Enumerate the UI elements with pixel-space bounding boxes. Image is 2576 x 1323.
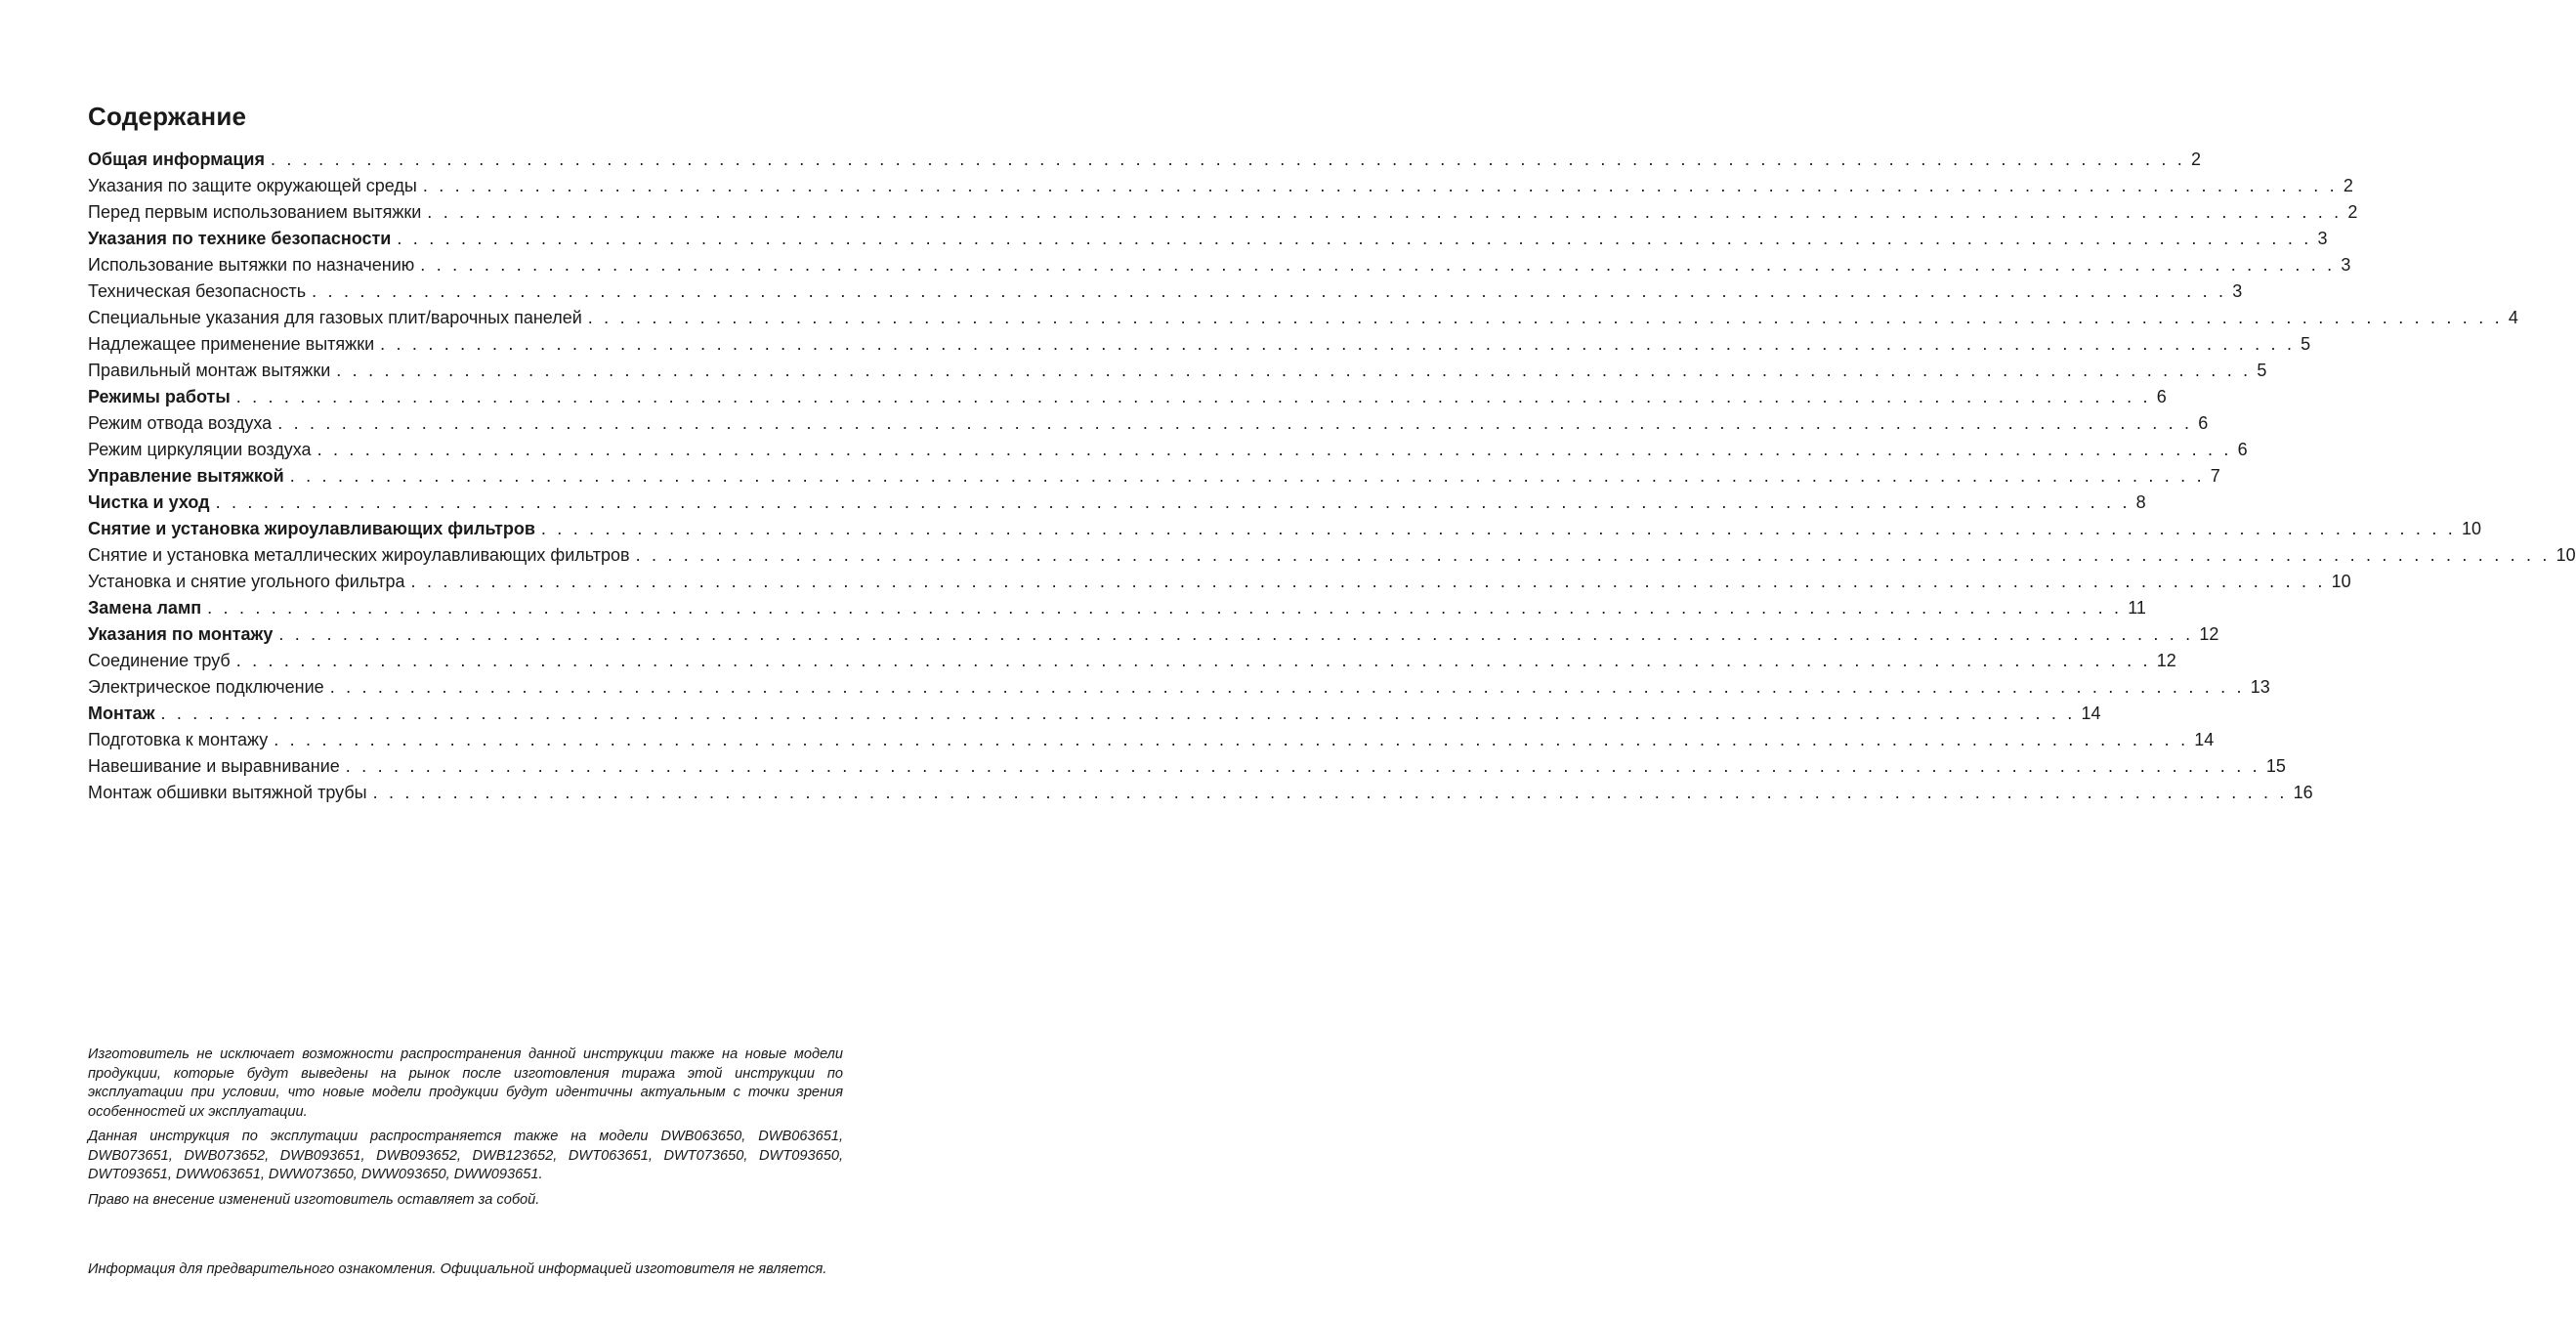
toc-leader-dots: . . . . . . . . . . . . . . . . . . . . . . . . . . . . . . . . . . . . . . . . . . . . . . . . . . . . . . . . . . . . . . . . . . . . . . . . . . . . . . . . . . . . . . . . . . . . . . . . . . . . . . . . . . . . . . . . . . . . . . . . xyxy=(380,334,2296,354)
toc-entry[interactable] xyxy=(88,780,2313,806)
toc-entry[interactable] xyxy=(88,753,2286,780)
toc-leader-dots: . . . . . . . . . . . . . . . . . . . . . . . . . . . . . . . . . . . . . . . . . . . . . . . . . . . . . . . . . . . . . . . . . . . . . . . . . . . . . . . . . . . . . . . . . . . . . . . . . . . . . . . . . . . . . . . . . . . . . . . . xyxy=(274,730,2189,749)
toc-leader-dots: . . . . . . . . . . . . . . . . . . . . . . . . . . . . . . . . . . . . . . . . . . . . . . . . . . . . . . . . . . . . . . . . . . . . . . . . . . . . . . . . . . . . . . . . . . . . . . . . . . . . . . . . . . . . . . . . . . . . . . . . xyxy=(336,361,2252,380)
toc-entry-page: 3 xyxy=(2317,229,2328,248)
toc-entry-label: Указания по защите окружающей среды xyxy=(88,176,417,195)
toc-entry-label: Надлежащее применение вытяжки xyxy=(88,334,375,354)
toc-entry-page: 7 xyxy=(2210,466,2220,486)
toc-entry-page: 8 xyxy=(2135,492,2146,512)
toc-entry-page: 5 xyxy=(2257,361,2267,380)
toc-entry-page: 13 xyxy=(2250,677,2270,697)
toc-entry-page: 14 xyxy=(2081,704,2101,723)
toc-entry-label: Соединение труб xyxy=(88,651,231,670)
table-of-contents xyxy=(88,147,2576,806)
toc-entry[interactable] xyxy=(88,701,2101,727)
toc-entry[interactable] xyxy=(88,278,2243,305)
toc-leader-dots: . . . . . . . . . . . . . . . . . . . . . . . . . . . . . . . . . . . . . . . . . . . . . . . . . . . . . . . . . . . . . . . . . . . . . . . . . . . . . . . . . . . . . . . . . . . . . . . . . . . . . . . . . . . . . . . . . . . . . . . . xyxy=(422,176,2338,195)
toc-entry-label: Использование вытяжки по назначению xyxy=(88,255,415,275)
toc-entry-page: 5 xyxy=(2301,334,2311,354)
toc-entry[interactable] xyxy=(88,727,2215,753)
toc-entry-label: Замена ламп xyxy=(88,598,202,618)
notes-section xyxy=(88,1046,843,1216)
toc-entry-page: 3 xyxy=(2341,255,2351,275)
toc-entry-label: Режим циркуляции воздуха xyxy=(88,440,312,459)
toc-entry[interactable] xyxy=(88,621,2219,648)
toc-leader-dots: . . . . . . . . . . . . . . . . . . . . . . . . . . . . . . . . . . . . . . . . . . . . . . . . . . . . . . . . . . . . . . . . . . . . . . . . . . . . . . . . . . . . . . . . . . . . . . . . . . . . . . . . . . . . . . . . . . . . . . . . xyxy=(160,704,2076,723)
toc-entry-label: Установка и снятие угольного фильтра xyxy=(88,572,405,591)
disclaimer-footer: Информация для предварительного ознакомления. Официальной информацией изготовителя не является. xyxy=(88,1261,827,1277)
toc-entry-label: Управление вытяжкой xyxy=(88,466,284,486)
toc-entry-page: 6 xyxy=(2156,387,2167,406)
toc-entry-label: Режим отвода воздуха xyxy=(88,413,273,433)
toc-entry-page: 2 xyxy=(2347,202,2358,222)
toc-entry-page: 3 xyxy=(2232,281,2243,301)
toc-entry-page: 15 xyxy=(2265,756,2286,776)
toc-leader-dots: . . . . . . . . . . . . . . . . . . . . . . . . . . . . . . . . . . . . . . . . . . . . . . . . . . . . . . . . . . . . . . . . . . . . . . . . . . . . . . . . . . . . . . . . . . . . . . . . . . . . . . . . . . . . . . . . . . . . . . . . xyxy=(540,519,2456,538)
toc-entry-label: Специальные указания для газовых плит/варочных панелей xyxy=(88,308,582,327)
toc-entry-page: 12 xyxy=(2156,651,2176,670)
toc-leader-dots: . . . . . . . . . . . . . . . . . . . . . . . . . . . . . . . . . . . . . . . . . . . . . . . . . . . . . . . . . . . . . . . . . . . . . . . . . . . . . . . . . . . . . . . . . . . . . . . . . . . . . . . . . . . . . . . . . . . . . . . . xyxy=(420,255,2336,275)
toc-leader-dots: . . . . . . . . . . . . . . . . . . . . . . . . . . . . . . . . . . . . . . . . . . . . . . . . . . . . . . . . . . . . . . . . . . . . . . . . . . . . . . . . . . . . . . . . . . . . . . . . . . . . . . . . . . . . . . . . . . . . . . . . xyxy=(235,651,2151,670)
toc-leader-dots: . . . . . . . . . . . . . . . . . . . . . . . . . . . . . . . . . . . . . . . . . . . . . . . . . . . . . . . . . . . . . . . . . . . . . . . . . . . . . . . . . . . . . . . . . . . . . . . . . . . . . . . . . . . . . . . . . . . . . . . . xyxy=(215,492,2131,512)
toc-leader-dots: . . . . . . . . . . . . . . . . . . . . . . . . . . . . . . . . . . . . . . . . . . . . . . . . . . . . . . . . . . . . . . . . . . . . . . . . . . . . . . . . . . . . . . . . . . . . . . . . . . . . . . . . . . . . . . . . . . . . . . . . xyxy=(289,466,2205,486)
toc-entry-label: Общая информация xyxy=(88,149,265,169)
toc-entry[interactable] xyxy=(88,516,2481,542)
toc-entry-label: Техническая безопасность xyxy=(88,281,307,301)
toc-entry-page: 16 xyxy=(2293,783,2313,802)
toc-entry[interactable] xyxy=(88,542,2576,569)
toc-entry-page: 2 xyxy=(2191,149,2202,169)
toc-entry[interactable] xyxy=(88,173,2353,199)
toc-entry[interactable] xyxy=(88,569,2351,595)
toc-entry[interactable] xyxy=(88,358,2267,384)
note-paragraph: Право на внесение изменений изготовитель оставляет за собой. xyxy=(88,1191,540,1208)
toc-entry[interactable] xyxy=(88,252,2351,278)
toc-entry-page: 4 xyxy=(2508,308,2518,327)
toc-leader-dots: . . . . . . . . . . . . . . . . . . . . . . . . . . . . . . . . . . . . . . . . . . . . . . . . . . . . . . . . . . . . . . . . . . . . . . . . . . . . . . . . . . . . . . . . . . . . . . . . . . . . . . . . . . . . . . . . . . . . . . . . xyxy=(270,149,2186,169)
toc-entry-label: Указания по технике безопасности xyxy=(88,229,392,248)
toc-leader-dots: . . . . . . . . . . . . . . . . . . . . . . . . . . . . . . . . . . . . . . . . . . . . . . . . . . . . . . . . . . . . . . . . . . . . . . . . . . . . . . . . . . . . . . . . . . . . . . . . . . . . . . . . . . . . . . . . . . . . . . . . xyxy=(397,229,2312,248)
toc-entry[interactable] xyxy=(88,490,2146,516)
toc-leader-dots: . . . . . . . . . . . . . . . . . . . . . . . . . . . . . . . . . . . . . . . . . . . . . . . . . . . . . . . . . . . . . . . . . . . . . . . . . . . . . . . . . . . . . . . . . . . . . . . . . . . . . . . . . . . . . . . . . . . . . . . . xyxy=(372,783,2288,802)
toc-entry-label: Перед первым использованием вытяжки xyxy=(88,202,422,222)
toc-entry-page: 10 xyxy=(2331,572,2351,591)
toc-entry[interactable] xyxy=(88,437,2248,463)
toc-entry-label: Электрическое подключение xyxy=(88,677,324,697)
toc-leader-dots: . . . . . . . . . . . . . . . . . . . . . . . . . . . . . . . . . . . . . . . . . . . . . . . . . . . . . . . . . . . . . . . . . . . . . . . . . . . . . . . . . . . . . . . . . . . . . . . . . . . . . . . . . . . . . . . . . . . . . . . . xyxy=(427,202,2343,222)
toc-entry[interactable] xyxy=(88,384,2167,410)
toc-entry-page: 6 xyxy=(2198,413,2209,433)
toc-leader-dots: . . . . . . . . . . . . . . . . . . . . . . . . . . . . . . . . . . . . . . . . . . . . . . . . . . . . . . . . . . . . . . . . . . . . . . . . . . . . . . . . . . . . . . . . . . . . . . . . . . . . . . . . . . . . . . . . . . . . . . . . xyxy=(277,413,2193,433)
toc-entry-page: 14 xyxy=(2194,730,2215,749)
toc-entry-label: Снятие и установка жироулавливающих фильтров xyxy=(88,519,535,538)
toc-leader-dots: . . . . . . . . . . . . . . . . . . . . . . . . . . . . . . . . . . . . . . . . . . . . . . . . . . . . . . . . . . . . . . . . . . . . . . . . . . . . . . . . . . . . . . . . . . . . . . . . . . . . . . . . . . . . . . . . . . . . . . . . xyxy=(235,387,2151,406)
toc-leader-dots: . . . . . . . . . . . . . . . . . . . . . . . . . . . . . . . . . . . . . . . . . . . . . . . . . . . . . . . . . . . . . . . . . . . . . . . . . . . . . . . . . . . . . . . . . . . . . . . . . . . . . . . . . . . . . . . . . . . . . . . . xyxy=(207,598,2123,618)
toc-entry[interactable] xyxy=(88,147,2202,173)
page-title: Содержание xyxy=(88,102,247,131)
toc-entry-label: Указания по монтажу xyxy=(88,624,274,644)
toc-entry-label: Снятие и установка металлических жироулавливающих фильтров xyxy=(88,545,630,565)
toc-entry-page: 2 xyxy=(2343,176,2353,195)
toc-leader-dots: . . . . . . . . . . . . . . . . . . . . . . . . . . . . . . . . . . . . . . . . . . . . . . . . . . . . . . . . . . . . . . . . . . . . . . . . . . . . . . . . . . . . . . . . . . . . . . . . . . . . . . . . . . . . . . . . . . . . . . . . xyxy=(329,677,2245,697)
toc-entry-label: Монтаж xyxy=(88,704,155,723)
toc-leader-dots: . . . . . . . . . . . . . . . . . . . . . . . . . . . . . . . . . . . . . . . . . . . . . . . . . . . . . . . . . . . . . . . . . . . . . . . . . . . . . . . . . . . . . . . . . . . . . . . . . . . . . . . . . . . . . . . . . . . . . . . . xyxy=(317,440,2232,459)
toc-entry[interactable] xyxy=(88,595,2146,621)
toc-entry-label: Подготовка к монтажу xyxy=(88,730,269,749)
toc-entry[interactable] xyxy=(88,648,2176,674)
toc-entry[interactable] xyxy=(88,463,2220,490)
toc-entry-page: 11 xyxy=(2128,598,2146,618)
toc-leader-dots: . . . . . . . . . . . . . . . . . . . . . . . . . . . . . . . . . . . . . . . . . . . . . . . . . . . . . . . . . . . . . . . . . . . . . . . . . . . . . . . . . . . . . . . . . . . . . . . . . . . . . . . . . . . . . . . . . . . . . . . . xyxy=(345,756,2260,776)
toc-entry-label: Навешивание и выравнивание xyxy=(88,756,340,776)
toc-leader-dots: . . . . . . . . . . . . . . . . . . . . . . . . . . . . . . . . . . . . . . . . . . . . . . . . . . . . . . . . . . . . . . . . . . . . . . . . . . . . . . . . . . . . . . . . . . . . . . . . . . . . . . . . . . . . . . . . . . . . . . . . xyxy=(312,281,2227,301)
toc-entry[interactable] xyxy=(88,305,2518,331)
toc-leader-dots: . . . . . . . . . . . . . . . . . . . . . . . . . . . . . . . . . . . . . . . . . . . . . . . . . . . . . . . . . . . . . . . . . . . . . . . . . . . . . . . . . . . . . . . . . . . . . . . . . . . . . . . . . . . . . . . . . . . . . . . . xyxy=(587,308,2503,327)
toc-entry[interactable] xyxy=(88,199,2358,226)
toc-leader-dots: . . . . . . . . . . . . . . . . . . . . . . . . . . . . . . . . . . . . . . . . . . . . . . . . . . . . . . . . . . . . . . . . . . . . . . . . . . . . . . . . . . . . . . . . . . . . . . . . . . . . . . . . . . . . . . . . . . . . . . . . xyxy=(278,624,2194,644)
toc-entry-page: 6 xyxy=(2237,440,2248,459)
toc-entry-label: Чистка и уход xyxy=(88,492,210,512)
toc-entry[interactable] xyxy=(88,674,2270,701)
toc-entry-page: 12 xyxy=(2199,624,2219,644)
note-paragraph: Данная инструкция по эксплутации распространяется также на модели DWB063650, DWB063651, DWB073651, DWB073652, DWB093651, DWB093652, DWB123652, DWT063651, DWT073650, DWT093650, DWT093651, DWW063651, DWW073650, DWW093650, DWW093651. xyxy=(88,1129,843,1182)
toc-entry-label: Монтаж обшивки вытяжной трубы xyxy=(88,783,367,802)
toc-entry[interactable] xyxy=(88,331,2311,358)
toc-leader-dots: . . . . . . . . . . . . . . . . . . . . . . . . . . . . . . . . . . . . . . . . . . . . . . . . . . . . . . . . . . . . . . . . . . . . . . . . . . . . . . . . . . . . . . . . . . . . . . . . . . . . . . . . . . . . . . . . . . . . . . . . xyxy=(635,545,2551,565)
toc-leader-dots: . . . . . . . . . . . . . . . . . . . . . . . . . . . . . . . . . . . . . . . . . . . . . . . . . . . . . . . . . . . . . . . . . . . . . . . . . . . . . . . . . . . . . . . . . . . . . . . . . . . . . . . . . . . . . . . . . . . . . . . . xyxy=(410,572,2326,591)
toc-entry[interactable] xyxy=(88,226,2328,252)
toc-entry-page: 10 xyxy=(2555,545,2576,565)
toc-entry-label: Правильный монтаж вытяжки xyxy=(88,361,331,380)
toc-entry-page: 10 xyxy=(2461,519,2481,538)
toc-entry-label: Режимы работы xyxy=(88,387,231,406)
note-paragraph: Изготовитель не исключает возможности распространения данной инструкции также на новые модели продукции, которые будут выведены на рынок после изготовления тиража этой инструкции по эксплуатации при условии, что новые модели продукции будут идентичны актуальным с точки зрения особенностей их эксплуатации. xyxy=(88,1046,843,1120)
toc-entry[interactable] xyxy=(88,410,2209,437)
